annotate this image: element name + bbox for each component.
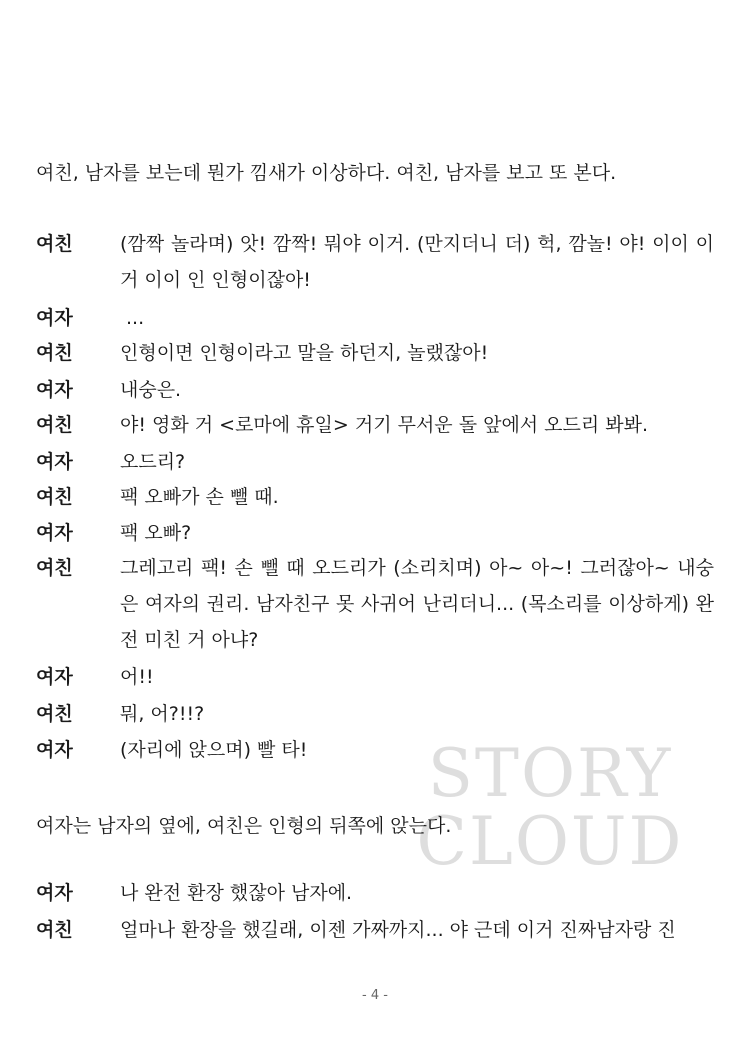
dialogue-line — [0, 479, 750, 515]
dialogue-text: ... — [126, 307, 145, 329]
speaker-name: 여친 — [36, 414, 73, 436]
dialogue-line — [0, 550, 750, 651]
dialogue-text: 그레고리 팩! 손 뺄 때 오드리가 (소리치며) 아~ 아~! 그러잖아~ 내숭은 여자의 권리. 남자친구 못 사귀어 난리더니... (목소리를 이상하게) 완전 미친 거 아냐? — [120, 557, 714, 651]
dialogue-text: 어!! — [120, 666, 154, 688]
dialogue-text: 뭐, 어?!!? — [120, 703, 205, 725]
dialogue-line — [0, 515, 750, 551]
dialogue-text: (깜짝 놀라며) 앗! 깜짝! 뭐야 이거. (만지더니 더) 헉, 깜놀! 야! 이이 이거 이이 인 인형이잖아! — [120, 233, 714, 291]
speaker-name: 여친 — [36, 557, 73, 579]
speaker-name: 여자 — [36, 522, 73, 544]
dialogue-text: 야! 영화 거 <로마에 휴일> 거기 무서운 돌 앞에서 오드리 봐봐. — [120, 414, 649, 436]
dialogue-line — [0, 335, 750, 371]
dialogue-text: 나 완전 환장 했잖아 남자에. — [120, 882, 353, 904]
dialogue-line — [0, 372, 750, 408]
stage-direction: 여친, 남자를 보는데 뭔가 낌새가 이상하다. 여친, 남자를 보고 또 본다. — [36, 162, 617, 184]
speaker-name: 여친 — [36, 703, 73, 725]
speaker-name: 여자 — [36, 739, 73, 761]
speaker-name: 여친 — [36, 919, 73, 941]
speaker-name: 여친 — [36, 342, 73, 364]
stage-direction: 여자는 남자의 옆에, 여친은 인형의 뒤쪽에 앉는다. — [36, 815, 452, 837]
speaker-name: 여친 — [36, 486, 73, 508]
dialogue-line — [0, 407, 750, 443]
dialogue-line — [0, 659, 750, 695]
speaker-name: 여자 — [36, 379, 73, 401]
dialogue-text: 인형이면 인형이라고 말을 하던지, 놀랬잖아! — [120, 342, 489, 364]
dialogue-text: 오드리? — [120, 451, 186, 473]
speaker-name: 여자 — [36, 451, 73, 473]
dialogue-text: 내숭은. — [120, 379, 182, 401]
dialogue-text: 얼마나 환장을 했길래, 이젠 가짜까지... 야 근데 이거 진짜남자랑 진 — [120, 919, 676, 941]
page-number: - 4 - — [362, 988, 388, 1003]
watermark-line: STORY — [427, 735, 673, 812]
speaker-name: 여친 — [36, 233, 73, 255]
dialogue-line — [0, 875, 750, 911]
dialogue-line — [0, 300, 750, 336]
dialogue-line — [0, 226, 750, 291]
watermark-line: CLOUD — [416, 803, 684, 880]
dialogue-line — [0, 912, 750, 948]
dialogue-line — [0, 444, 750, 480]
dialogue-text: (자리에 앉으며) 빨 타! — [120, 739, 308, 761]
speaker-name: 여자 — [36, 307, 73, 329]
dialogue-line — [0, 696, 750, 732]
speaker-name: 여자 — [36, 882, 73, 904]
speaker-name: 여자 — [36, 666, 73, 688]
dialogue-text: 팩 오빠가 손 뺄 때. — [120, 486, 279, 508]
dialogue-text: 팩 오빠? — [120, 522, 192, 544]
